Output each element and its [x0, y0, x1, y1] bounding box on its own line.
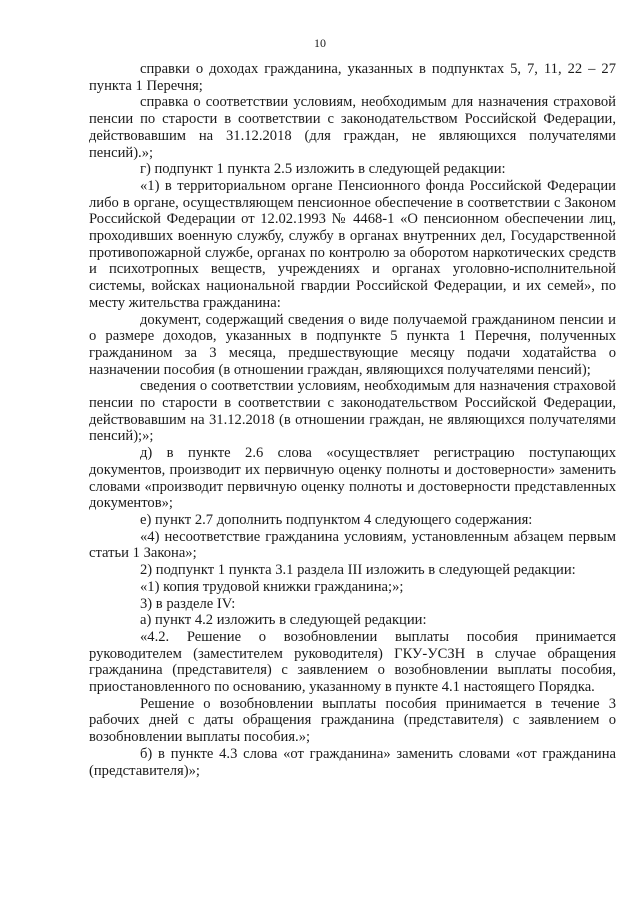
paragraph: сведения о соответствии условиям, необходимым для назначения страховой пенсии по старости в соответствии с законодательством Российской Федерации, действовавшим на 31.12.2018 (в отношении граждан, не являющихся получателями пенсий);»;: [89, 378, 616, 445]
paragraph: «4.2. Решение о возобновлении выплаты пособия принимается руководителем (заместителем руководителя) ГКУ-УСЗН в случае обращения гражданина (представителя) с заявлением о возобновлении выплаты пособия, приостановленного по основанию, указанному в пункте 4.1 настоящего Порядка.: [89, 628, 616, 696]
paragraph: г) подпункт 1 пункта 2.5 изложить в следующей редакции:: [140, 161, 506, 178]
paragraph: е) пункт 2.7 дополнить подпунктом 4 следующего содержания:: [140, 511, 533, 528]
paragraph: «1) в территориальном органе Пенсионного фонда Российской Федерации либо в органе, осуществляющем пенсионное обеспечение в соответствии с Законом Российской Федерации от 12.02.1993 № 4468-1 «О пенсионном обеспечении лиц, проходивших военную службу, службу в органах внутренних дел, Государственной противопожарной службе, органах по контролю за оборотом наркотических средств и психотропных веществ, учреждениях и органах уголовно-исполнительной системы, войсках национальной гвардии Российской Федерации, и их семей», по месту жительства гражданина:: [89, 177, 616, 311]
paragraph: д) в пункте 2.6 слова «осуществляет регистрацию поступающих документов, производит их первичную оценку полноты и достоверности» заменить словами «производит первичную оценку полноты и достоверности представленных документов»;: [89, 445, 616, 512]
paragraph: «4) несоответствие гражданина условиям, установленным абзацем первым статьи 1 Закона»;: [89, 528, 616, 562]
paragraph: «1) копия трудовой книжки гражданина;»;: [140, 578, 404, 595]
paragraph: б) в пункте 4.3 слова «от гражданина» заменить словами «от гражданина (представителя)»;: [89, 745, 616, 779]
paragraph: документ, содержащий сведения о виде получаемой гражданином пенсии и о размере доходов, указанных в подпункте 5 пункта 1 Перечня, полученных гражданином за 3 месяца, предшествующие месяцу подачи ходатайства о назначении пособия (в отношении граждан, являющихся получателями пенсий);: [89, 311, 616, 378]
paragraph: справка о соответствии условиям, необходимым для назначения страховой пенсии по старости в соответствии с законодательством Российской Федерации, действовавшим на 31.12.2018 (для граждан, не являющихся получателями пенсий).»;: [89, 94, 616, 161]
paragraph: 2) подпункт 1 пункта 3.1 раздела III изложить в следующей редакции:: [140, 562, 576, 579]
paragraph: справки о доходах гражданина, указанных в подпунктах 5, 7, 11, 22 – 27 пункта 1 Перечня;: [89, 61, 616, 94]
paragraph: Решение о возобновлении выплаты пособия принимается в течение 3 рабочих дней с даты обращения гражданина (представителя) с заявлением о возобновлении выплаты пособия.»;: [89, 695, 616, 746]
page-number: 10: [314, 36, 326, 50]
paragraph: а) пункт 4.2 изложить в следующей редакции:: [140, 612, 427, 629]
document-body: [89, 61, 616, 779]
paragraph: 3) в разделе IV:: [140, 595, 236, 612]
